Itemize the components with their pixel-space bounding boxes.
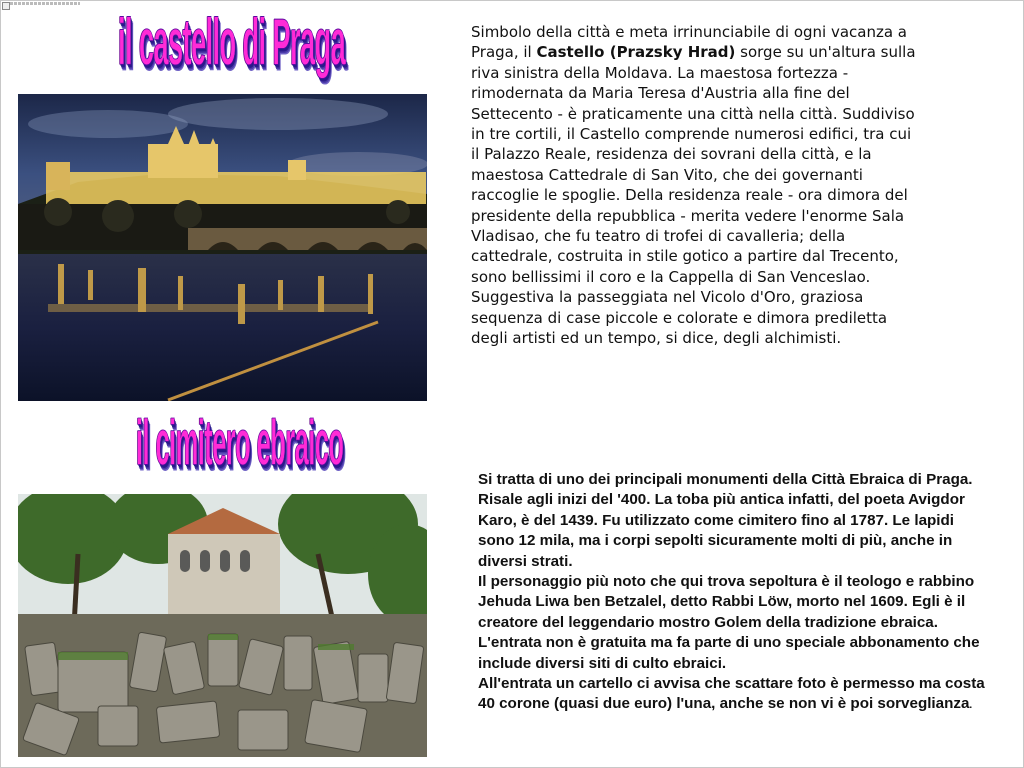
window-icon <box>2 2 10 10</box>
cemetery-paragraph-2: Il personaggio più noto che qui trova sepoltura è il teologo e rabbino Jehuda Liwa ben Betzalel, detto Rabbi Löw, morto nel 1609. Egli è il creatore del leggendario mostro Golem della tradizione ebraica. <box>478 573 975 631</box>
cemetery-title: il cimitero ebraico <box>136 408 344 480</box>
castle-text-intro: Simbolo della città e meta irrinunciabile di ogni vacanza a Praga, il <box>471 23 907 62</box>
castle-description <box>471 22 921 349</box>
cemetery-paragraph-1: Si tratta di uno dei principali monumenti della Città Ebraica di Praga. Risale agli inizi del '400. La toba più antica infatti, del poeta Avigdor Karo, è del 1439. Fu utilizzato come cimitero fino al 1787. Le lapidi sono 12 mila, ma i corpi sepolti sicuramente molti di più, anche in diversi strati. <box>478 471 973 570</box>
cemetery-paragraph-4 <box>478 674 990 717</box>
cemetery-photo <box>18 494 427 757</box>
cemetery-description <box>478 470 990 717</box>
cemetery-paragraph-4-text: All'entrata un cartello ci avvisa che scattare foto è permesso ma costa 40 corone (quasi due euro) l'una, anche se non vi è poi sorveglianza <box>478 675 985 713</box>
cemetery-paragraph-3: L'entrata non è gratuita ma fa parte di uno speciale abbonamento che include diversi siti di culto ebraici. <box>478 634 980 672</box>
cemetery-paragraph-4-period: . <box>969 700 973 712</box>
castle-title: il castello di Praga <box>118 6 346 80</box>
castle-name-bold: Castello (Prazsky Hrad) <box>536 43 736 62</box>
castle-photo <box>18 94 427 401</box>
tiny-header-bar <box>10 2 80 5</box>
castle-text-body: sorge su un'altura sulla riva sinistra della Moldava. La maestosa fortezza - rimodernata da Maria Teresa d'Austria alla fine del Settecento - è praticamente una città nella città. Suddiviso in tre cortili, il Castello comprende numerosi edifici, tra cui il Palazzo Reale, residenza dei sovrani della città, e la maestosa Cattedrale di San Vito, che dei governanti raccoglie le spoglie. Della residenza reale - ora dimora del presidente della repubblica - merita vedere l'enorme Sala Vladisao, che fu teatro di trofei di cavalleria; della cattedrale, costruita in stile gotico a partire dal Trecento, sono bellissimi il coro e la Cappella di San Venceslao. Suggestiva la passeggiata nel Vicolo d'Oro, graziosa sequenza di case piccole e colorate e dimora prediletta degli artisti ed un tempo, si dice, degli alchimisti. <box>471 43 916 348</box>
